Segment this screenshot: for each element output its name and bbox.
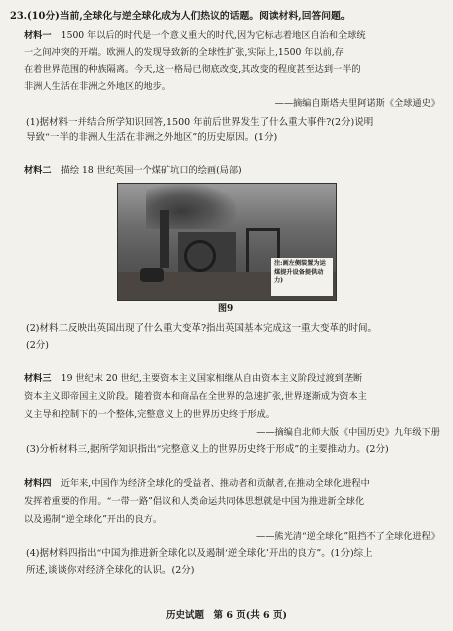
flywheel-shape [184,240,216,272]
material4-text-1: 近年来,中国作为经济全球化的受益者、推动者和贡献者,在推动全球化进程中 [51,478,370,489]
chimney-shape [160,210,169,268]
material3-line-3: 义主导和控制下的一个整体,完整意义上的世界历史终于形成。 [24,409,275,420]
material3-line-1 [24,372,453,385]
q2-line-2: (2分) [26,340,49,351]
q2-line-1: (2)材料二反映出英国出现了什么重大变革?指出英国基本完成这一重大变革的时间。 [26,323,378,334]
material3-text-1: 19 世纪末 20 世纪,主要资本主义国家相继从自由资本主义阶段过渡到垄断 [51,373,363,384]
q1-line-2: 导致“一半的非洲人生活在非洲之外地区”的历史原因。(1分) [26,132,278,143]
material3-source: ——摘编自北师大版《中国历史》九年级下册 [256,427,440,438]
figure-caption: 注:画左侧装置为运煤提升设备提供动力) [271,258,333,296]
material3-label: 材料三 [24,373,52,384]
material1-line-3: 在着世界范围的种族隔离。今天,这一格局已彻底改变,其改变的程度甚至达到一半的 [24,64,361,75]
material1-line-4: 非洲人生活在非洲之外地区的地步。 [24,81,171,92]
figure-number: 图9 [218,304,234,314]
q4-line-2: 所述,谈谈你对经济全球化的认识。(2分) [26,565,195,576]
q1-line-1: (1)据材料一并结合所学知识回答,1500 年前后世界发生了什么重大事件?(2分)说明 [26,117,374,128]
horse-shape [140,268,164,282]
page-footer: 历史试题 第 6 页(共 6 页) [166,610,287,621]
question-title: 23.(10分)当前,全球化与逆全球化成为人们热议的话题。阅读材料,回答问题。 [10,11,351,22]
material4-line-3: 以及遏制“逆全球化”开出的良方。 [24,514,163,525]
material1-text-1: 1500 年以后的时代是一个意义重大的时代,因为它标志着地区自治和全球统 [51,30,366,41]
material1-source: ——摘编自斯塔夫里阿诺斯《全球通史》 [274,98,440,109]
material1-line-2: 一之间冲突的开端。欧洲人的发现导致新的全球性扩张,实际上,1500 年以前,存 [24,47,344,58]
material1-line-1 [24,29,453,42]
q4-line-1: (4)据材料四指出“中国为推进新全球化以及遏制‘逆全球化’开出的良方”。(1分)综上 [26,548,373,559]
material4-source: ——熊光清“逆全球化”阻挡不了全球化进程》 [256,531,440,542]
coal-mine-painting [117,183,337,301]
material4-label: 材料四 [24,478,52,489]
material2-line [24,164,453,177]
material1-label: 材料一 [24,30,52,41]
q3-line-1: (3)分析材料三,据所学知识指出“完整意义上的世界历史终于形成”的主要推动力。(2分) [26,444,389,455]
material3-line-2: 资本主义即帝国主义阶段。随着资本和商品在全世界的急速扩张,世界逐渐成为资本主 [24,391,367,402]
material4-line-2: 发挥着重要的作用。“一带一路”倡议和人类命运共同体思想就是中国为推进新全球化 [24,496,365,507]
material4-line-1 [24,477,453,490]
material2-text: 描绘 18 世纪英国一个煤矿坑口的绘画(局部) [60,165,242,176]
material2-label: 材料二 [24,165,52,176]
